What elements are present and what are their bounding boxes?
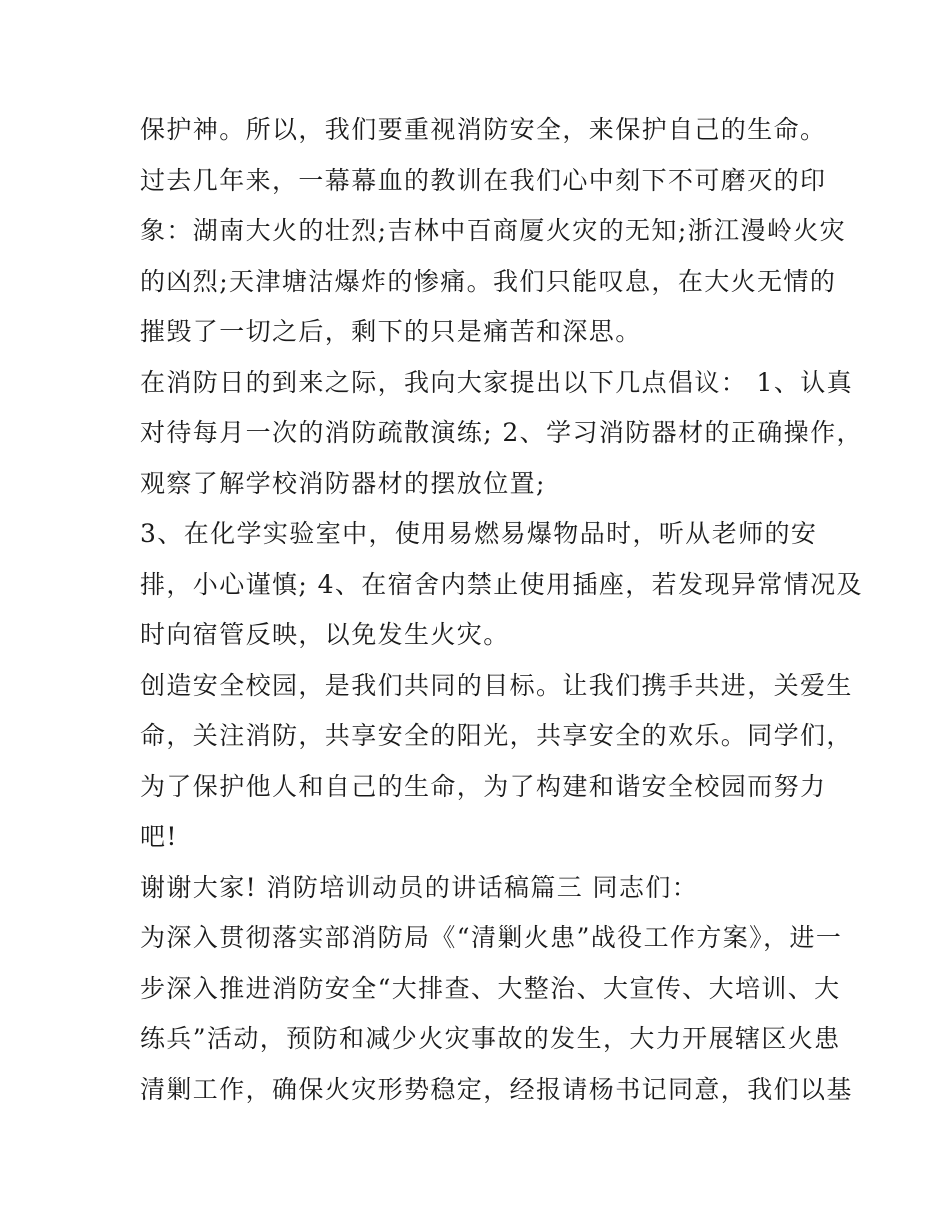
text-line: 排，小心谨慎; 4、在宿舍内禁止使用插座，若发现异常情况及 [140, 569, 863, 599]
text-line: 为深入贯彻落实部消防局《“清剿火患”战役工作方案》，进一 [140, 923, 843, 952]
text-line: 观察了解学校消防器材的摆放位置; [140, 468, 546, 498]
text-line: 为了保护他人和自己的生命，为了构建和谐安全校园而努力 [140, 771, 827, 801]
text-line: 保护神。所以，我们要重视消防安全，来保护自己的生命。 [140, 115, 827, 144]
text-line: 3、在化学实验室中，使用易燃易爆物品时，听从老师的安 [140, 519, 818, 548]
text-line: 谢谢大家! 消防培训动员的讲话稿篇三 同志们： [140, 872, 699, 902]
text-line: 过去几年来，一幕幕血的教训在我们心中刻下不可磨灭的印 [140, 165, 827, 195]
text-line: 摧毁了一切之后，剩下的只是痛苦和深思。 [140, 317, 642, 346]
text-line: 的凶烈;天津塘沽爆炸的惨痛。我们只能叹息，在大火无情的 [140, 266, 837, 296]
text-line: 练兵”活动，预防和减少火灾事故的发生，大力开展辖区火患 [140, 1024, 841, 1053]
text-line: 创造安全校园，是我们共同的目标。让我们携手共进，关爱生 [140, 670, 853, 700]
text-line: 时向宿管反映，以免发生火灾。 [140, 620, 510, 649]
text-line: 象：湖南大火的壮烈;吉林中百商厦火灾的无知;浙江漫岭火灾 [140, 216, 847, 245]
text-line: 在消防日的到来之际，我向大家提出以下几点倡议： 1、认真 [140, 367, 854, 397]
text-line: 清剿工作，确保火灾形势稳定，经报请杨书记同意，我们以基 [140, 1074, 853, 1104]
body-text [140, 105, 863, 1115]
text-line: 对待每月一次的消防疏散演练; 2、学习消防器材的正确操作， [140, 418, 863, 447]
text-line: 吧! [140, 822, 178, 851]
text-line: 命，关注消防，共享安全的阳光，共享安全的欢乐。同学们， [140, 721, 853, 750]
text-line: 步深入推进消防安全“大排查、大整治、大宣传、大培训、大 [140, 973, 841, 1003]
